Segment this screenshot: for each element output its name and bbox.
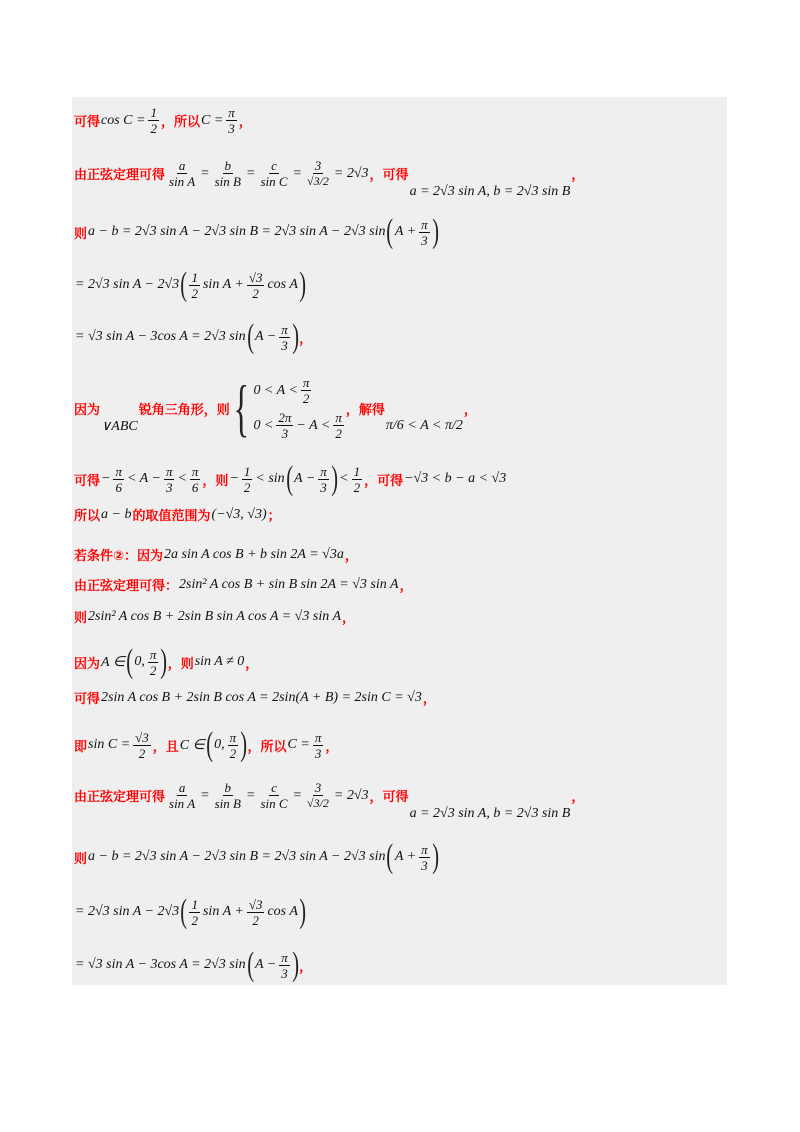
fraction bbox=[167, 780, 197, 811]
fraction bbox=[148, 105, 159, 136]
denominator: 2 bbox=[243, 479, 251, 495]
math-expression-lowered: a = 2√3 sin A, b = 2√3 sin B bbox=[409, 183, 571, 199]
numerator: √3 bbox=[248, 896, 263, 912]
denominator: √3/2 bbox=[306, 174, 329, 188]
denominator: 3 bbox=[421, 232, 428, 248]
solution-line bbox=[74, 607, 355, 626]
solution-line bbox=[74, 840, 439, 874]
math-expression: A + bbox=[394, 224, 417, 239]
denominator: 3 bbox=[320, 479, 327, 495]
math-expression: cos C = bbox=[101, 112, 146, 128]
numerator: b bbox=[224, 780, 232, 795]
math-expression: −√3 < b − a < √3 bbox=[404, 471, 507, 486]
denominator: 3 bbox=[314, 745, 322, 761]
solution-line bbox=[74, 462, 507, 496]
system-row bbox=[252, 375, 345, 406]
math-expression: A − bbox=[254, 957, 277, 972]
math-expression: = bbox=[292, 165, 302, 181]
math-expression: A − bbox=[294, 471, 316, 486]
fraction bbox=[258, 780, 289, 811]
denominator: sin C bbox=[260, 796, 288, 811]
denominator: sin A bbox=[169, 174, 196, 189]
fraction bbox=[213, 780, 243, 811]
system-row bbox=[252, 410, 345, 441]
fraction bbox=[228, 730, 239, 761]
highlight-text: ，且 bbox=[152, 739, 179, 755]
math-expression: = √3 sin A − 3cos A = 2√3 sin bbox=[75, 957, 246, 972]
highlight-text: 的取值范围为 bbox=[132, 509, 211, 524]
parenthesis: ( bbox=[206, 726, 213, 763]
math-expression: C ∈ bbox=[179, 737, 205, 753]
fraction bbox=[258, 158, 289, 189]
denominator: 2 bbox=[150, 121, 157, 136]
solution-line bbox=[74, 320, 312, 354]
highlight-text: 由正弦定理可得： bbox=[74, 579, 179, 594]
math-expression: sin A + bbox=[202, 277, 244, 292]
math-expression: 0, bbox=[134, 654, 145, 669]
fraction bbox=[242, 464, 253, 495]
parenthesis: ( bbox=[126, 643, 134, 680]
solution-line bbox=[74, 728, 338, 762]
fraction bbox=[226, 105, 237, 136]
fraction bbox=[133, 730, 151, 761]
fraction bbox=[419, 217, 430, 248]
highlight-text: 因为 bbox=[74, 402, 101, 418]
highlight-text: ， bbox=[571, 790, 585, 805]
system-rows bbox=[252, 375, 345, 441]
math-expression: − A < bbox=[296, 417, 331, 433]
solution-line bbox=[74, 372, 477, 443]
numerator: π bbox=[228, 105, 235, 120]
fraction bbox=[419, 842, 430, 873]
math-expression: sin A + bbox=[202, 904, 244, 919]
math-expression: − bbox=[101, 471, 111, 486]
math-expression: = 2√3 bbox=[333, 165, 369, 181]
parenthesis: ) bbox=[160, 643, 168, 680]
highlight-text: ； bbox=[267, 509, 281, 524]
parenthesis: ) bbox=[292, 318, 299, 355]
solution-line bbox=[74, 780, 585, 821]
math-expression: sin C = bbox=[88, 737, 131, 752]
fraction bbox=[276, 410, 293, 441]
fraction bbox=[247, 897, 265, 928]
highlight-text: ， bbox=[422, 692, 436, 707]
highlight-text: ，则 bbox=[202, 473, 229, 489]
parenthesis: ) bbox=[292, 946, 299, 983]
denominator: 6 bbox=[191, 479, 199, 495]
fraction bbox=[305, 780, 331, 811]
fraction bbox=[279, 950, 290, 981]
parenthesis: ) bbox=[431, 213, 439, 250]
math-expression: = 2√3 sin A − 2√3 bbox=[75, 904, 180, 919]
math-expression: < A − bbox=[126, 471, 161, 486]
math-expression: < bbox=[177, 471, 187, 486]
math-expression: 0 < bbox=[253, 417, 274, 433]
solution-line bbox=[74, 575, 413, 594]
math-expression: cos A bbox=[267, 904, 298, 919]
math-expression: sin A ≠ 0 bbox=[194, 654, 245, 669]
math-expression: = bbox=[200, 787, 210, 803]
denominator: 2 bbox=[353, 479, 361, 495]
highlight-text: ，可得 bbox=[369, 168, 409, 183]
numerator: √3 bbox=[248, 269, 263, 285]
math-expression: = √3 sin A − 3cos A = 2√3 sin bbox=[75, 329, 246, 344]
denominator: sin B bbox=[214, 796, 241, 811]
highlight-text: ，所以 bbox=[247, 739, 287, 755]
solution-line bbox=[74, 105, 252, 136]
fraction bbox=[164, 464, 175, 495]
numerator: 1 bbox=[353, 463, 361, 479]
fraction bbox=[305, 158, 331, 189]
math-expression: 0, bbox=[214, 737, 225, 752]
parenthesis: ) bbox=[240, 726, 248, 763]
inequality-system bbox=[230, 372, 346, 443]
highlight-text: ， bbox=[299, 331, 313, 347]
fraction bbox=[189, 270, 200, 301]
solution-line bbox=[74, 948, 312, 982]
math-expression: = 2√3 sin A − 2√3 bbox=[75, 277, 180, 292]
numerator: π bbox=[149, 646, 157, 662]
numerator: π bbox=[320, 463, 327, 479]
highlight-text: ，所以 bbox=[160, 115, 200, 130]
numerator: 3 bbox=[314, 780, 322, 795]
parenthesis: ) bbox=[431, 838, 439, 875]
numerator: π bbox=[191, 463, 199, 479]
numerator: π bbox=[314, 729, 322, 745]
parenthesis: ( bbox=[285, 460, 293, 497]
fraction bbox=[247, 270, 265, 301]
fraction bbox=[113, 464, 124, 495]
math-expression: (−√3, √3) bbox=[211, 506, 267, 522]
highlight-text: 所以 bbox=[74, 509, 101, 524]
highlight-text: ， bbox=[571, 168, 585, 183]
denominator: 3 bbox=[165, 479, 173, 495]
math-expression: − bbox=[229, 471, 239, 486]
solution-line bbox=[74, 158, 585, 199]
math-expression: C = bbox=[287, 737, 310, 752]
parenthesis: ( bbox=[180, 893, 188, 930]
math-expression-lowered: ∨ABC bbox=[101, 418, 138, 434]
denominator: 2 bbox=[149, 662, 157, 678]
highlight-text: 可得 bbox=[74, 115, 101, 130]
highlight-text: 则 bbox=[74, 226, 88, 242]
fraction bbox=[213, 158, 243, 189]
math-expression: = bbox=[292, 787, 302, 803]
highlight-text: ， bbox=[399, 579, 413, 594]
fraction bbox=[318, 464, 329, 495]
parenthesis: ( bbox=[246, 318, 254, 355]
numerator: b bbox=[224, 158, 232, 173]
denominator: sin C bbox=[260, 174, 288, 189]
fraction bbox=[189, 897, 200, 928]
parenthesis: ( bbox=[386, 838, 394, 875]
highlight-text: ，可得 bbox=[364, 473, 404, 489]
fraction bbox=[279, 322, 290, 353]
math-expression: 2sin² A cos B + sin B sin 2A = √3 sin A bbox=[179, 576, 399, 592]
math-expression: A + bbox=[394, 849, 417, 864]
highlight-text: ，解得 bbox=[345, 402, 385, 418]
denominator: 2 bbox=[335, 426, 342, 441]
math-expression: 2sin A cos B + 2sin B cos A = 2sin(A + B) = 2sin C = √3 bbox=[101, 689, 422, 705]
math-expression: 0 < A < bbox=[253, 382, 298, 398]
numerator: π bbox=[421, 841, 428, 857]
highlight-text: ，可得 bbox=[369, 790, 409, 805]
denominator: 2 bbox=[138, 745, 146, 761]
solution-line bbox=[74, 268, 306, 302]
fraction bbox=[148, 647, 159, 678]
math-expression: 2sin² A cos B + 2sin B sin A cos A = √3 sin A bbox=[88, 608, 342, 624]
fraction bbox=[352, 464, 363, 495]
numerator: π bbox=[165, 463, 173, 479]
numerator: π bbox=[335, 410, 342, 425]
numerator: 1 bbox=[150, 105, 157, 120]
numerator: 1 bbox=[191, 896, 198, 912]
parenthesis: ) bbox=[299, 266, 306, 303]
parenthesis: ( bbox=[246, 946, 254, 983]
numerator: 3 bbox=[314, 158, 322, 173]
highlight-text: ， bbox=[299, 959, 313, 975]
denominator: 2 bbox=[252, 912, 259, 928]
highlight-text: 则 bbox=[74, 851, 88, 867]
denominator: 2 bbox=[229, 745, 237, 761]
numerator: a bbox=[178, 158, 186, 173]
math-expression: C = bbox=[200, 112, 224, 128]
fraction bbox=[333, 410, 344, 441]
numerator: 2π bbox=[278, 410, 292, 425]
denominator: 3 bbox=[281, 426, 289, 441]
math-expression: = bbox=[245, 165, 256, 181]
left-brace: { bbox=[233, 372, 249, 443]
highlight-text: 由正弦定理可得 bbox=[74, 168, 166, 183]
math-expression: a − b = 2√3 sin A − 2√3 sin B = 2√3 sin A − 2√3 sin bbox=[88, 224, 386, 239]
denominator: sin A bbox=[169, 796, 196, 811]
math-expression-lowered: π/6 < A < π/2 bbox=[385, 418, 463, 433]
highlight-text: ， bbox=[463, 402, 477, 418]
highlight-text: 即 bbox=[74, 739, 88, 755]
parenthesis: ( bbox=[180, 266, 188, 303]
highlight-text: 锐角三角形，则 bbox=[138, 402, 230, 418]
math-expression-lowered: a = 2√3 sin A, b = 2√3 sin B bbox=[409, 805, 571, 821]
denominator: 2 bbox=[191, 285, 198, 301]
solution-line bbox=[74, 505, 281, 524]
denominator: sin B bbox=[214, 174, 241, 189]
math-expression: cos A bbox=[267, 277, 298, 292]
math-expression: < sin bbox=[255, 471, 285, 486]
fraction bbox=[301, 375, 312, 406]
solution-line bbox=[74, 895, 306, 929]
denominator: 3 bbox=[421, 857, 428, 873]
denominator: 2 bbox=[302, 391, 310, 406]
numerator: π bbox=[302, 375, 310, 390]
highlight-text: ， bbox=[238, 115, 252, 130]
parenthesis: ) bbox=[331, 460, 338, 497]
parenthesis: ) bbox=[299, 893, 306, 930]
solution-line bbox=[74, 688, 436, 707]
numerator: 1 bbox=[191, 269, 198, 285]
math-expression: 2a sin A cos B + b sin 2A = √3a bbox=[164, 546, 344, 562]
highlight-text: 则 bbox=[74, 611, 88, 626]
highlight-text: 可得 bbox=[74, 473, 101, 489]
math-expression: a − b = 2√3 sin A − 2√3 sin B = 2√3 sin A − 2√3 sin bbox=[88, 849, 386, 864]
denominator: 2 bbox=[252, 285, 259, 301]
numerator: a bbox=[178, 780, 186, 795]
math-expression: < bbox=[339, 471, 349, 486]
numerator: 1 bbox=[243, 463, 251, 479]
math-expression: = bbox=[245, 787, 256, 803]
highlight-text: ， bbox=[344, 549, 358, 564]
math-expression: A − bbox=[254, 329, 277, 344]
math-expression: = 2√3 bbox=[333, 787, 369, 803]
denominator: 6 bbox=[115, 479, 122, 495]
fraction bbox=[167, 158, 197, 189]
fraction bbox=[313, 730, 324, 761]
denominator: 3 bbox=[281, 965, 288, 981]
denominator: 2 bbox=[191, 912, 198, 928]
highlight-text: 若条件②：因为 bbox=[74, 549, 164, 564]
numerator: π bbox=[229, 729, 237, 745]
parenthesis: ( bbox=[386, 213, 394, 250]
math-expression: A ∈ bbox=[101, 654, 126, 670]
denominator: 3 bbox=[228, 121, 235, 136]
numerator: c bbox=[271, 158, 277, 173]
highlight-text: 可得 bbox=[74, 692, 101, 707]
highlight-text: ， bbox=[325, 739, 339, 755]
fraction bbox=[190, 464, 201, 495]
numerator: √3 bbox=[135, 729, 149, 745]
numerator: π bbox=[421, 216, 428, 232]
denominator: 3 bbox=[281, 337, 288, 353]
denominator: √3/2 bbox=[306, 796, 329, 810]
highlight-text: 因为 bbox=[74, 656, 101, 672]
highlight-text: 由正弦定理可得 bbox=[74, 790, 166, 805]
solution-line bbox=[74, 545, 358, 564]
math-expression: a − b bbox=[101, 506, 132, 522]
solution-line bbox=[74, 645, 258, 679]
numerator: π bbox=[115, 463, 122, 479]
highlight-text: ， bbox=[245, 656, 259, 672]
highlight-text: ，则 bbox=[167, 656, 194, 672]
math-expression: = bbox=[200, 165, 210, 181]
numerator: π bbox=[281, 321, 288, 337]
solution-line bbox=[74, 215, 439, 249]
highlight-text: ， bbox=[342, 611, 356, 626]
numerator: π bbox=[281, 949, 288, 965]
numerator: c bbox=[271, 780, 277, 795]
